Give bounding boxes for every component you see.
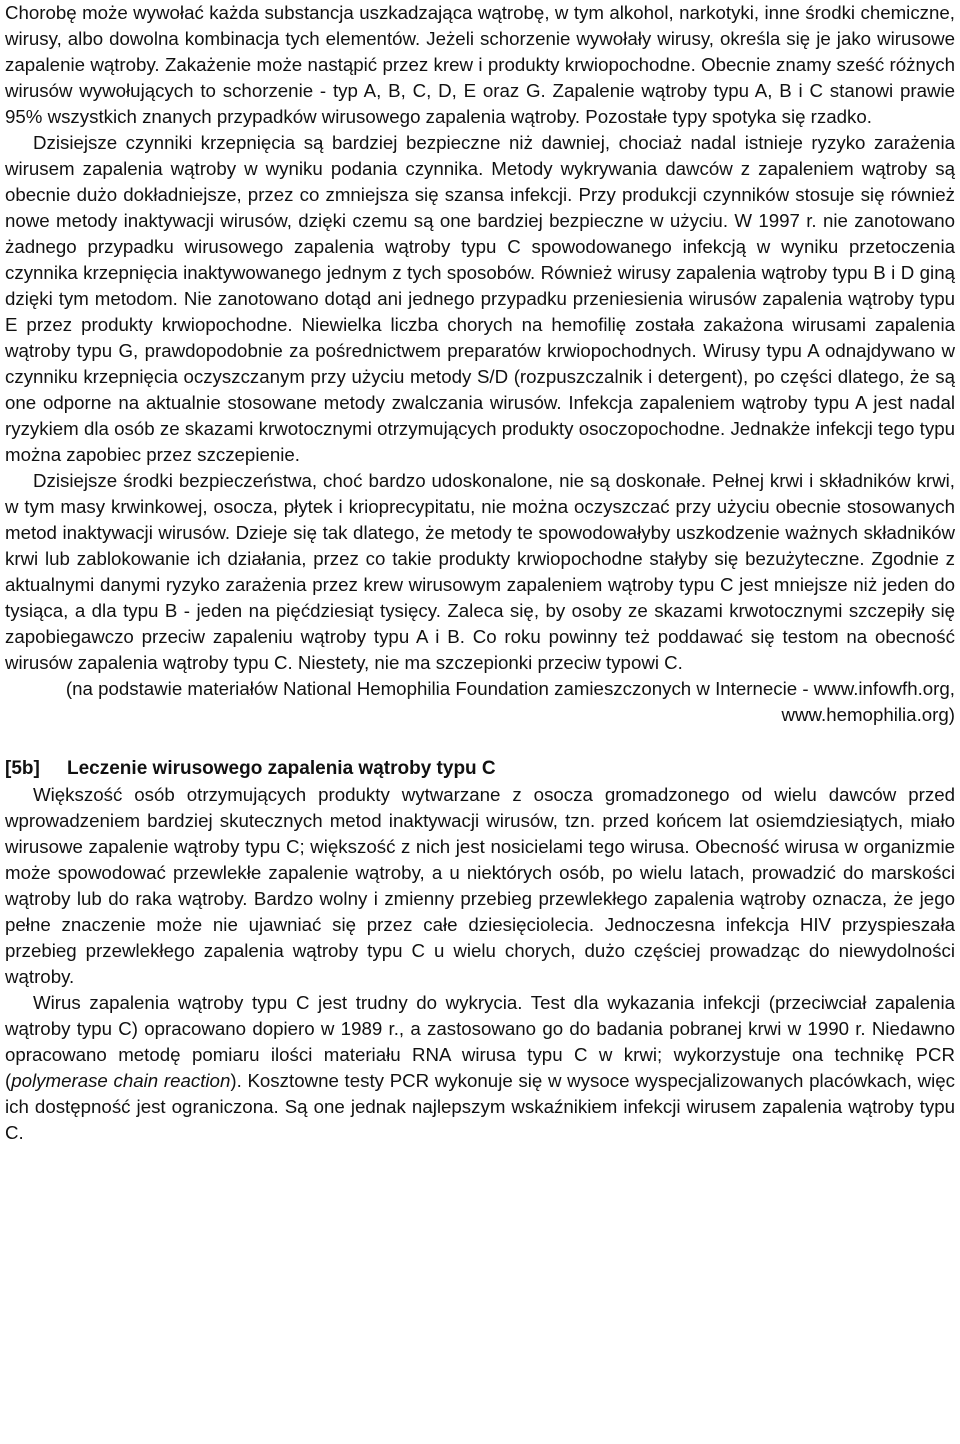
- paragraph-hcv-carriers: Większość osób otrzymujących produkty wytwarzane z osocza gromadzonego od wielu dawców przed wprowadzeniem bardziej skutecznych metod inaktywacji wirusów, tzn. przed końcem lat osiemdziesiątych, miało wirusowe zapalenie wątroby typu C; większość z nich jest nosicielami tego wirusa. Obecność wirusa w organizmie może spowodować przewlekłe zapalenie wątroby, a u niektórych osób, po wielu latach, prowadzić do marskości wątroby lub do raka wątroby. Bardzo wolny i zmienny przebieg przewlekłego zapalenia wątroby oznacza, że jego pełne znaczenie może nie ujawniać się przez całe dziesięciolecia. Jednoczesna infekcja HIV przyspieszała przebieg przewlekłego zapalenia wątroby typu C u wielu chorych, dużo częściej prowadząc do niewydolności wątroby.: [5, 784, 955, 987]
- paragraph-disease-causes: Chorobę może wywołać każda substancja uszkadzająca wątrobę, w tym alkohol, narkotyki, inne środki chemiczne, wirusy, albo dowolna kombinacja tych elementów. Jeżeli schorzenie wywołały wirusy, określa się je jako wirusowe zapalenie wątroby. Zakażenie może nastąpić przez krew i produkty krwiopochodne. Obecnie znamy sześć różnych wirusów wywołujących to schorzenie - typ A, B, C, D, E oraz G. Zapalenie wątroby typu A, B i C stanowi prawie 95% wszystkich znanych przypadków wirusowego zapalenia wątroby. Pozostałe typy spotyka się rzadko.: [5, 2, 955, 127]
- section-heading: [5, 756, 955, 782]
- paragraph-clotting-factors-safety: Dzisiejsze czynniki krzepnięcia są bardziej bezpieczne niż dawniej, chociaż nadal istnieje ryzyko zarażenia wirusem zapalenia wątroby w wyniku podania czynnika. Metody wykrywania dawców z zapaleniem wątroby są obecnie dużo dokładniejsze, przez co zmniejsza się szansa infekcji. Przy produkcji czynników stosuje się również nowe metody inaktywacji wirusów, dzięki czemu są one bardziej bezpieczne w użyciu. W 1997 r. nie zanotowano żadnego przypadku wirusowego zapalenia wątroby typu C spowodowanego infekcją w wyniku przetoczenia czynnika krzepnięcia inaktywowanego jednym z tych sposobów. Również wirusy zapalenia wątroby typu B i D giną dzięki tym metodom. Nie zanotowano dotąd ani jednego przypadku przeniesienia wirusów zapalenia wątroby typu E przez produkty krwiopochodne. Niewielka liczba chorych na hemofilię została zakażona wirusami zapalenia wątroby typu G, prawdopodobnie za pośrednictwem preparatów krwiopochodnych. Wirusy typu A odnajdywano w czynniku krzepnięcia oczyszczanym przy użyciu metody S/D (rozpuszczalnik i detergent), po części dlatego, że są one odporne na aktualnie stosowane metody zwalczania wirusów. Infekcja zapaleniem wątroby typu A jest nadal ryzykiem dla osób ze skazami krwotocznymi otrzymujących produkty osoczopochodne. Jednakże infekcji tego typu można zapobiec przez szczepienie.: [5, 132, 955, 465]
- paragraph-hcv-detection: [5, 990, 955, 1146]
- paragraph-hcv-detection-part2: ). Kosztowne testy PCR wykonuje się w wysoce wyspecjalizowanych placówkach, więc ich dostępność jest ograniczona. Są one jednak najlepszym wskaźnikiem infekcji wirusem zapalenia wątroby typu C.: [5, 1070, 955, 1143]
- section-title: Leczenie wirusowego zapalenia wątroby typu C: [67, 758, 496, 779]
- source-note: (na podstawie materiałów National Hemophilia Foundation zamieszczonych w Internecie - www.infowfh.org, www.hemophilia.org): [65, 678, 955, 725]
- paragraph-hcv-detection-part1: Wirus zapalenia wątroby typu C jest trudny do wykrycia. Test dla wykazania infekcji (przeciwciał zapalenia wątroby typu C) opracowano dopiero w 1989 r., a zastosowano go do badania pobranej krwi w 1990 r. Niedawno opracowano metodę pomiaru ilości materiału RNA wirusa typu C w krwi; wykorzystuje ona technikę PCR (: [5, 992, 955, 1091]
- section-number: [5b]: [5, 758, 40, 779]
- paragraph-safety-measures: Dzisiejsze środki bezpieczeństwa, choć bardzo udoskonalone, nie są doskonałe. Pełnej krwi i składników krwi, w tym masy krwinkowej, osocza, płytek i krioprecypitatu, nie można oczyszczać przy użyciu obecnie stosowanych metod inaktywacji wirusów. Dzieje się tak dlatego, że metody te spowodowałyby uszkodzenie ważnych składników krwi lub zablokowanie ich działania, przez co takie produkty krwiopochodne stałyby się bezużyteczne. Zgodnie z aktualnymi danymi ryzyko zarażenia przez krew wirusowym zapaleniem wątroby typu C jest mniejsze niż jeden do tysiąca, a dla typu B - jeden na pięćdziesiąt tysięcy. Zaleca się, by osoby ze skazami krwotocznymi szczepiły się zapobiegawczo przeciw zapaleniu wątroby typu A i B. Co roku powinny też poddawać się testom na obecność wirusów zapalenia wątroby typu C. Niestety, nie ma szczepionki przeciw typowi C.: [5, 470, 955, 673]
- document-page: [5, 0, 955, 1146]
- pcr-term-italic: polymerase chain reaction: [11, 1070, 231, 1091]
